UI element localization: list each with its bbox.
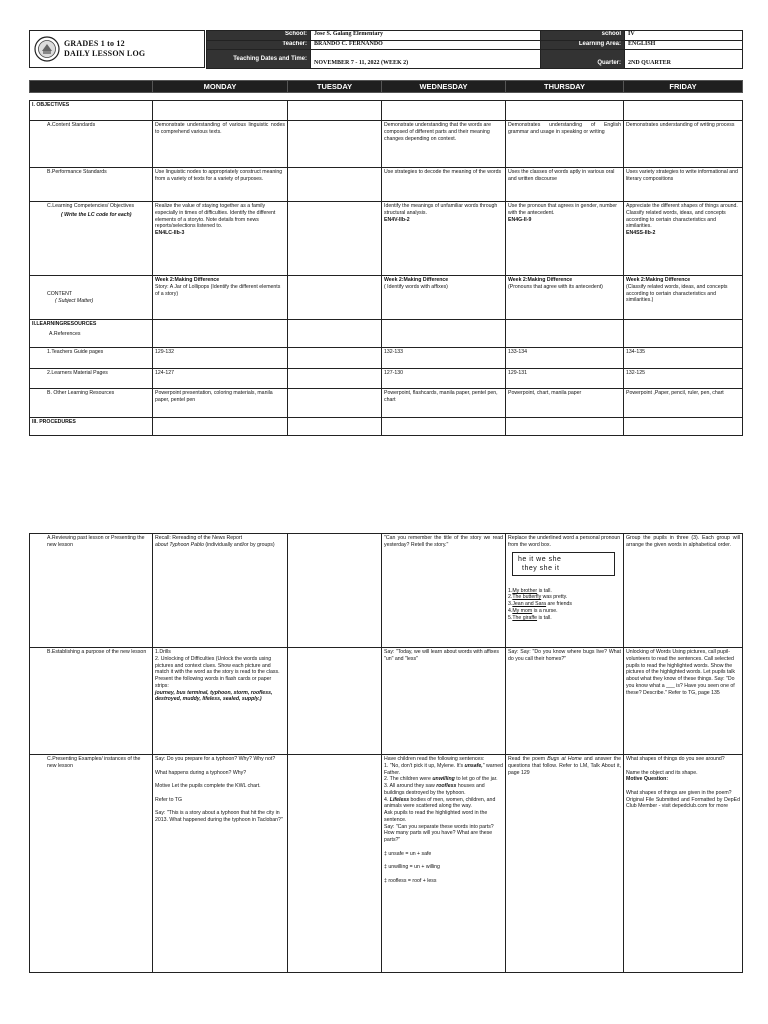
log-line: DAILY LESSON LOG [64, 49, 146, 58]
content-std-wed: Demonstrate understanding that the words are composed of different parts and their meaning changes depending on context. [382, 121, 506, 168]
examples-label: C.Presenting Examples/ instances of the new lesson [30, 755, 153, 973]
area-label: Learning Area: [541, 40, 625, 50]
lm-thu: 129-131 [506, 369, 624, 389]
day-monday: MONDAY [153, 81, 288, 93]
page-one [0, 0, 768, 478]
review-fri: Group the pupils in three (3). Each group will arrange the given words in alphabetical order. [624, 534, 743, 648]
content-sub: ( Subject Matter) [55, 297, 94, 304]
examples-fri-3: Motive Question: [626, 776, 669, 783]
school-label: School: [207, 31, 311, 41]
objectives-heading: I. OBJECTIVES [30, 101, 153, 121]
resources-heading: II.LEARNINGRESOURCES [32, 321, 97, 327]
content-std-mon: Demonstrate understanding of various linguistic nodes to comprehend various texts. [153, 121, 288, 168]
procedures-table: A.Reviewing past lesson or Presenting the new lesson Recall: Rereading of the News Report about Typhoon Pablo (individually and/or by groups) "Can you remember the title of the story we read yesterday? Retell the story." Replace the underlined word a personal pronoun from the word box. he it we she they she it 1.My brother is tall. 2.The butterfly was pretty. 3.Jean and Sara are friends 4.My mom is a nurse. 5.The giraffe is tall. Group the pupils in three (3). Each group will arrange the given words in alphabetical order. B.Establishing a purpose of the new lesson 1.Drills 2. Unlocking of Difficulties (Unlock the words using pictures and context clues. Show each picture and match it with the word as the story is read to the class. Present the following words in flash cards or paper strips: journey, bus terminal, typhoon, storm, roofless, destroyed, muddy, lifeless, sealed, supply.) Say: "Today, we will learn about words with affixes "un" and "less" Say: Say: "Do you know where bugs live? What do you call their homes?" Unlocking of Words Using pictures, call pupil-volunteers to read the sentences. Call selected pupils to read the highlighted words. Show the pictures of the highlighted words. Let pupils talk about what they know of these things. Say: "Do you know what a ___ is? Have you seen one of these? Describe." Refer to TG, page 135 C.Presenting Examples/ instances of the new lesson Say: Do you prepare for a typhoon? Why? Why not? What happens during a typhoon? Why? Motive Let the pupils complete the KWL chart. Refer to TG Say: "This is a story about a typhoon that hit the city in 2013. What happened during the typhoon in Tacloban?" Have children read the following sentences: 1. "No, don't pick it up, Mylene. It's unsafe," warned Father. 2. The children were unwilling to let go of the jar. 3. All around they saw roofless houses and buildings destroyed by the typhoon. 4. Lifeless bodies of men, women, children, and animals were scattered along the way. Ask pupils to read the highlighted word in the sentence. Say: "Can you separate these words into parts? How many parts will you have? What are these parts?" ‡ unsafe = un + safe ‡ unwilling = un + willing ‡ roofless = roof + less Read the poem Bugs at Home and answer the questions that follow. Refer to LM, Talk About it, page 129 What shapes of things do you see around? Name the object and its shape. Motive Question: What shapes of things are given in the poem? Original File Submitted and Formatted by DepEd Club Member - visit depedclub.com for more [29, 533, 743, 973]
review-label: A.Reviewing past lesson or Presenting the new lesson [30, 534, 153, 648]
purpose-mon-2: 2. Unlocking of Difficulties (Unlock the words using pictures and context clues. Show each picture and match it with the word as the story is read to the class. Present the following words in flash cards or paper strips: [155, 655, 280, 689]
procedures-heading: III. PROCEDURES [30, 418, 153, 436]
examples-wed-9: ‡ unwilling = un + willing [384, 864, 440, 870]
review-mon-1: Recall: Rereading of the News Report [155, 535, 243, 541]
days-corner [30, 81, 153, 93]
other-fri: Powerpoint ,Paper, pencil, ruler, pen, chart [624, 389, 743, 418]
day-wednesday: WEDNESDAY [382, 81, 506, 93]
tg-mon: 129-132 [153, 348, 288, 369]
purpose-fri: Unlocking of Words Using pictures, call pupil-volunteers to read the sentences. Call selected pupils to read the highlighted words. Show the pictures of the highlighted words. Let pupils talk about what they know of these things. Say: "Do you know what a ___ is? Have you seen one of these? Describe." Refer to TG, page 135 [624, 648, 743, 755]
lm-label: 2.Learners Material Pages [30, 369, 153, 389]
examples-mon-5: Say: "This is a story about a typhoon that hit the city in 2013. What happened during the typhoon in Tacloban?" [155, 810, 283, 823]
lm-fri: 132-125 [624, 369, 743, 389]
other-mon: Powerpoint presentation, coloring materials, manila paper, pentel pen [153, 389, 288, 418]
pronoun-item: 4.My mom is a nurse. [508, 607, 558, 614]
perf-std-fri: Uses variety strategies to write informational and literary compositions [624, 168, 743, 202]
quarter-label: Quarter: [541, 50, 625, 69]
examples-mon-3: Motive Let the pupils complete the KWL chart. [155, 783, 261, 789]
examples-fri-5: Original File Submitted and Formatted by DepEd Club Member - visit depedclub.com for more [626, 796, 740, 810]
other-wed: Powerpoint, flashcards, manila paper, pentel pen, chart [382, 389, 506, 418]
purpose-wed: Say: "Today, we will learn about words with affixes "un" and "less" [382, 648, 506, 755]
examples-fri-4: What shapes of things are given in the poem? [626, 789, 732, 796]
school-value: Jose S. Galang Elementary [311, 31, 541, 41]
competencies-thu-code: EN4G-II-9 [508, 216, 532, 223]
objectives-table [29, 100, 743, 436]
competencies-label: C.Learning Competencies/ Objectives [47, 203, 135, 209]
dates-label: Teaching Dates and Time: [207, 50, 311, 69]
content-wed: ( Identify words with affixes) [384, 283, 448, 290]
review-mon-2: about Typhoon Pablo [155, 541, 204, 548]
content-fri: (Classify related words, ideas, and concepts according to certain characteristics and similarities.) [626, 283, 728, 304]
references-label: A.References [49, 330, 81, 337]
purpose-thu: Say: Say: "Do you know where bugs live? What do you call their homes?" [506, 648, 624, 755]
content-thu: (Pronouns that agree with its antecedent) [508, 283, 603, 290]
header-info-table [206, 30, 743, 69]
competencies-thu: Use the pronoun that agrees in gender, number with the antecedent. [508, 203, 618, 216]
grade-value: IV [625, 31, 743, 41]
examples-fri-1: What shapes of things do you see around? [626, 756, 725, 762]
other-label: B. Other Learning Resources [30, 389, 153, 418]
deped-logo-block [29, 30, 205, 68]
word-box-line-2: they she it [522, 564, 560, 572]
examples-wed-6: Ask pupils to read the highlighted word in the sentence. [384, 810, 488, 823]
pronoun-word-box [512, 552, 615, 576]
content-std-label: A.Content Standards [30, 121, 153, 168]
content-wed-title: Week 2:Making Difference [384, 277, 449, 283]
lm-wed: 127-130 [382, 369, 506, 389]
competencies-note: ( Write the LC code for each) [61, 211, 132, 218]
review-mon-3: (individually and/or by groups) [205, 541, 275, 548]
pronoun-items [508, 588, 621, 622]
pronoun-item: 1.My brother is tall. [508, 587, 552, 594]
competencies-fri-code: EN4SS-IIb-2 [626, 230, 656, 236]
purpose-label: B.Establishing a purpose of the new lesson [30, 648, 153, 755]
competencies-fri: Appreciate the different shapes of things around. Classify related words, ideas, and concepts according to certain characteristics and similarities. [626, 203, 738, 230]
other-thu: Powerpoint, chart, manila paper [506, 389, 624, 418]
grade-label: school [541, 31, 625, 41]
review-wed: "Can you remember the title of the story we read yesterday? Retell the story." [382, 534, 506, 648]
tg-thu: 133-134 [506, 348, 624, 369]
examples-wed-1: Have children read the following sentences: [384, 756, 485, 762]
examples-wed-8: ‡ unsafe = un + safe [384, 850, 432, 857]
pronoun-item: 5.The giraffe is tall. [508, 614, 552, 621]
competencies-mon: Realize the value of staying together as a family especially in times of difficulties. Identify the different elements of a storyto. Note details from news reports/selections listened to. [155, 203, 276, 230]
content-std-fri: Demonstrates understanding of writing process [624, 121, 743, 168]
competencies-mon-code: EN4LC-IIb-3 [155, 230, 185, 236]
word-box-line-1: he it we she [518, 555, 562, 563]
day-tuesday: TUESDAY [288, 81, 382, 93]
teacher-value: BRANDO C. FERNANDO [311, 40, 541, 50]
page-two [0, 478, 768, 1024]
pronoun-item: 2.The butterfly was pretty. [508, 594, 568, 601]
content-fri-title: Week 2:Making Difference [626, 277, 691, 283]
deped-seal-icon [34, 36, 60, 62]
examples-fri-2: Name the object and its shape. [626, 769, 698, 776]
content-mon: Story: A Jar of Lollipops (Identify the different elements of a story) [155, 283, 281, 297]
pronoun-item: 3.Jean and Sara are friends [508, 601, 573, 608]
quarter-value: 2ND QUARTER [625, 50, 743, 69]
tg-wed: 132-133 [382, 348, 506, 369]
perf-std-wed: Use strategies to decode the meaning of the words [382, 168, 506, 202]
lm-mon: 124-127 [153, 369, 288, 389]
examples-wed-7: Say: "Can you separate these words into parts? How many parts will you have? What are these parts?" [384, 823, 494, 843]
tg-label: 1.Teachers Guide pages [30, 348, 153, 369]
tg-fri: 134-135 [624, 348, 743, 369]
content-thu-title: Week 2:Making Difference [508, 277, 573, 283]
content-label: CONTENT [47, 290, 73, 297]
days-header [29, 80, 743, 93]
grades-line: GRADES 1 to 12 [64, 39, 125, 48]
perf-std-mon: Use linguistic nodes to appropriately construct meaning from a variety of texts for a variety of purposes. [153, 168, 288, 202]
teacher-label: Teacher: [207, 40, 311, 50]
perf-std-label: B.Performance Standards [30, 168, 153, 202]
examples-mon-2: What happens during a typhoon? Why? [155, 769, 247, 776]
competencies-wed: Identify the meanings of unfamiliar words through structural analysis. [384, 203, 498, 216]
purpose-mon-words: journey, bus terminal, typhoon, storm, roofless, destroyed, muddy, lifeless, sealed, supply.) [155, 689, 273, 703]
dates-value: NOVEMBER 7 - 11, 2022 (WEEK 2) [311, 50, 541, 69]
review-thu-intro: Replace the underlined word a personal pronoun from the word box. [508, 535, 621, 548]
perf-std-thu: Uses the classes of words aptly in various oral and written discourse [506, 168, 624, 202]
day-friday: FRIDAY [624, 81, 743, 93]
examples-mon-1: Say: Do you prepare for a typhoon? Why? Why not? [155, 756, 276, 762]
content-std-thu: Demonstrates understanding of English grammar and usage in speaking or writing [506, 121, 624, 168]
examples-mon-4: Refer to TG [155, 796, 183, 803]
examples-wed-10: ‡ roofless = roof + less [384, 877, 437, 884]
competencies-wed-code: EN4V-IIb-2 [384, 216, 410, 223]
day-thursday: THURSDAY [506, 81, 624, 93]
content-mon-title: Week 2:Making Difference [155, 277, 220, 283]
area-value: ENGLISH [625, 40, 743, 50]
purpose-mon-1: 1.Drills [155, 649, 171, 655]
